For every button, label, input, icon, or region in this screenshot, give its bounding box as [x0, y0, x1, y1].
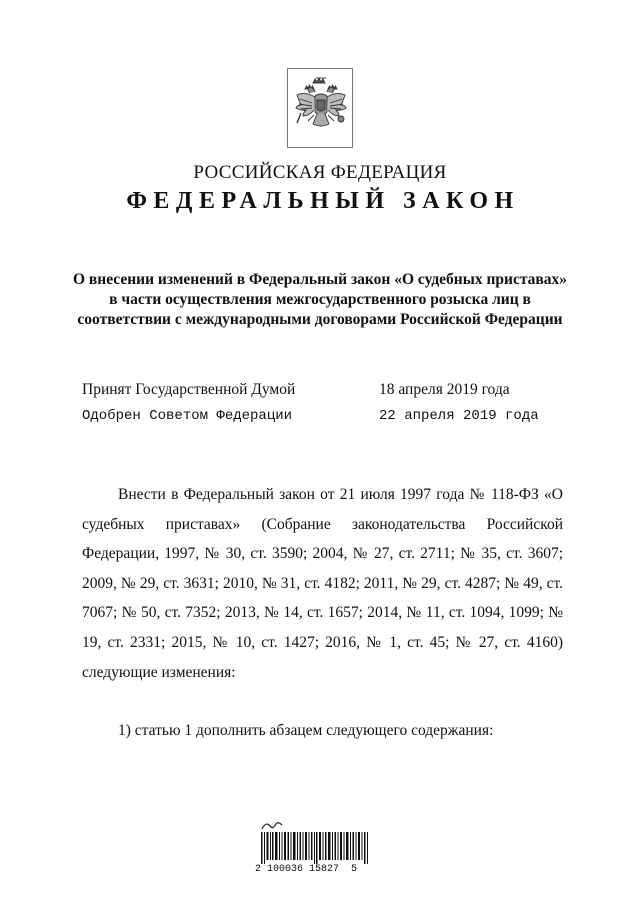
council-approval-date: 22 апреля 2019 года: [379, 408, 539, 424]
council-approval-row: [82, 408, 542, 430]
barcode-number: 2 100036 15827 5: [255, 864, 358, 875]
law-title-line: в части осуществления межгосударственного розыска лиц в: [109, 291, 531, 308]
amendment-item-1: 1) статью 1 дополнить абзацем следующего содержания:: [118, 722, 494, 739]
law-title-line: О внесении изменений в Федеральный закон «О судебных приставах»: [72, 271, 568, 288]
law-title-line: соответствии с международными договорами Российской Федерации: [77, 311, 563, 328]
document-barcode: [255, 820, 375, 878]
state-emblem: [287, 68, 353, 148]
law-title: [60, 270, 580, 330]
country-heading: РОССИЙСКАЯ ФЕДЕРАЦИЯ: [193, 162, 447, 183]
body-paragraph: Внести в Федеральный закон от 21 июля 1997 года № 118-ФЗ «О судебных приставах» (Собрание законодательства Российской Федерации, 1997, № 30, ст. 3590; 2004, № 27, ст. 2711; № 35, ст. 3607; 2009, № 29, ст. 3631; 2010, № 31, ст. 4182; 2011, № 29, ст. 4287; № 49, ст. 7067; № 50, ст. 7352; 2013, № 14, ст. 1657; 2014, № 11, ст. 1094, 1099; № 19, ст. 2331; 2015, № 10, ст. 1427; 2016, № 1, ст. 45; № 27, ст. 4160) следующие изменения:: [82, 486, 563, 681]
document-type-heading: ФЕДЕРАЛЬНЫЙ ЗАКОН: [126, 188, 520, 214]
duma-adoption-date: 18 апреля 2019 года: [379, 381, 510, 398]
duma-adoption-label: Принят Государственной Думой: [82, 381, 296, 398]
duma-adoption-row: [82, 381, 542, 403]
signature-mark-icon: [260, 820, 284, 832]
council-approval-label: Одобрен Советом Федерации: [82, 408, 293, 424]
barcode-icon: [261, 832, 371, 864]
russian-coat-of-arms-icon: [288, 69, 354, 149]
